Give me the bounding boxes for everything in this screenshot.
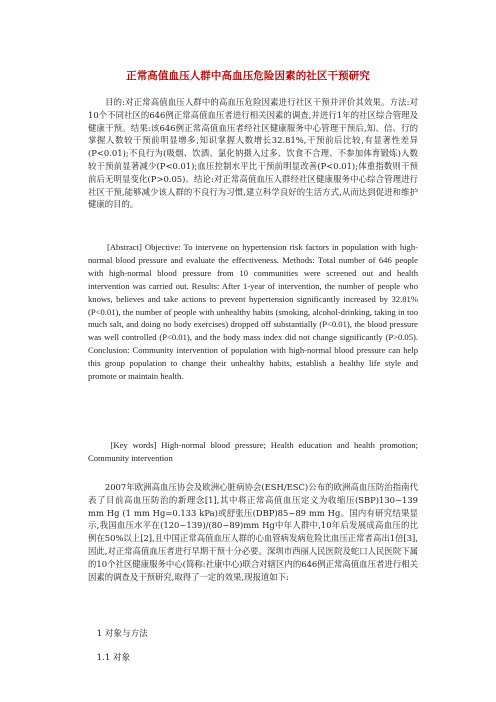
- abstract-chinese: 目的:对正常高值血压人群中的高血压危险因素进行社区干预并评价其效果。方法:对10个不同社区的646例正常高值血压者进行相关因素的调查,并进行1年的社区综合管理及健康干预。结果:该646例正常高值血压者经社区健康服务中心管理干预后,知、信、行的掌握人数较干预前明显增多,知识掌握人数增长32.81%,干预前后比较,有显著性差异(P<0.01);不良行为(吸烟、饮酒、氯化钠摄入过多、饮食不合理、不参加体育锻炼)人数较干预前显著减少(P<0.01);血压控制水平比干预前明显改善(P<0.01);体重指数则干预前后无明显变化(P>0.05)。结论:对正常高值血压人群经社区健康服务中心综合管理进行社区干预,能够减少该人群的不良行为习惯,建立科学良好的生活方式,从而达到促进和维护健康的目的。: [88, 97, 418, 210]
- paper-title: 正常高值血压人群中高血压危险因素的社区干预研究: [126, 70, 370, 82]
- abstract-english: [Abstract] Objective: To intervene on hypertension risk factors in population with high-normal blood pressure and evaluate the effectiveness. Methods: Total number of 646 people with high-normal blood pressure from 10 communities were screened out and health intervention was carried out. Results: After 1-year of intervention, the number of people who knows, believes and take actions to prevent hypertension significantly increased by 32.81% (P<0.01), the number of people with unhealthy habits (smoking, alcohol-drinking, taking in too much salt, and doing no body exercises) dropped off substantially (P<0.01), the blood pressure was well controlled (P<0.01), and the body mass index did not change significantly (P>0.05). Conclusion: Community intervention of population with high-normal blood pressure can help this group population to change their unhealthy habits, establish a healthy life style and promote or maintain health.: [88, 242, 418, 382]
- introduction-paragraph: 2007年欧洲高血压协会及欧洲心脏病协会(ESH/ESC)公布的欧洲高血压防治指南代表了目前高血压防治的新理念[1],其中将正常高值血压定义为收缩压(SBP)130~139 mm Hg (1 mm Hg=0.133 kPa)或舒张压(DBP)85~89 mm Hg。国内有研究结果显示,我国血压水平在(120~139)/(80~89)mm Hg中年人群中,10年后发展成高血压的比例在50%以上[2],且中国正常高值血压人群的心血管病发病危险比血压正常者高出1倍[3],因此,对正常高值血压者进行早期干预十分必要。深圳市西丽人民医院及蛇口人民医院下属的10个社区健康服务中心(简称:社康中心)联合对辖区内的646例正常高值血压者进行相关因素的调查及干预研究,取得了一定的效果,现报道如下:: [88, 482, 418, 582]
- section-heading-1: 1 对象与方法: [88, 629, 148, 639]
- keywords-english: [Key words] High-normal blood pressure; Health education and health promotion; Community intervention: [88, 440, 418, 463]
- section-heading-1-1: 1.1 对象: [88, 653, 131, 663]
